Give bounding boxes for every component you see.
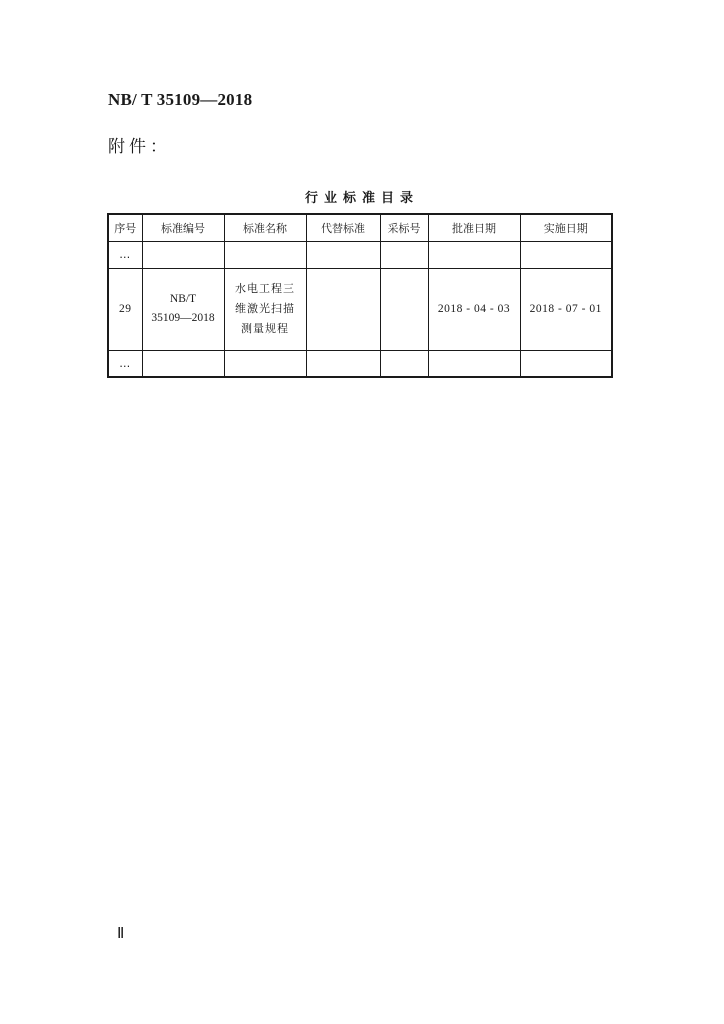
entry-replaced-standard [306,268,380,350]
ellipsis-cell: … [108,241,142,268]
empty-cell [380,350,428,377]
empty-cell [142,350,224,377]
entry-approval-date: 2018 - 04 - 03 [428,268,520,350]
standards-catalog-table [107,213,613,378]
empty-cell [224,350,306,377]
attachment-label: 附件： [108,137,171,157]
entry-code-line: 35109—2018 [151,312,215,324]
table-title: 行业标准目录 [304,191,419,206]
empty-cell [306,241,380,268]
page-number: Ⅱ [117,926,125,942]
standard-code-header: NB/ T 35109—2018 [108,90,253,109]
entry-name-line: 维激光扫描 [235,302,295,315]
entry-standard-code [142,268,224,350]
table-row [108,241,612,268]
entry-code-line: NB/T [169,293,197,305]
entry-standard-name [224,268,306,350]
entry-index: 29 [108,268,142,350]
ellipsis-cell: … [108,350,142,377]
header-standard-name: 标准名称 [224,214,306,241]
header-standard-code: 标准编号 [142,214,224,241]
header-approval-date: 批准日期 [428,214,520,241]
empty-cell [520,241,612,268]
table-row [108,350,612,377]
empty-cell [224,241,306,268]
header-adopted-number: 采标号 [380,214,428,241]
table-header-row [108,214,612,241]
empty-cell [428,350,520,377]
header-effective-date: 实施日期 [520,214,612,241]
entry-effective-date: 2018 - 07 - 01 [520,268,612,350]
entry-adopted-number [380,268,428,350]
empty-cell [306,350,380,377]
entry-name-line: 测量规程 [241,322,289,335]
header-replaced-standard: 代替标准 [306,214,380,241]
header-index: 序号 [108,214,142,241]
empty-cell [142,241,224,268]
empty-cell [380,241,428,268]
empty-cell [428,241,520,268]
empty-cell [520,350,612,377]
entry-name-line: 水电工程三 [235,282,295,295]
table-row [108,268,612,350]
